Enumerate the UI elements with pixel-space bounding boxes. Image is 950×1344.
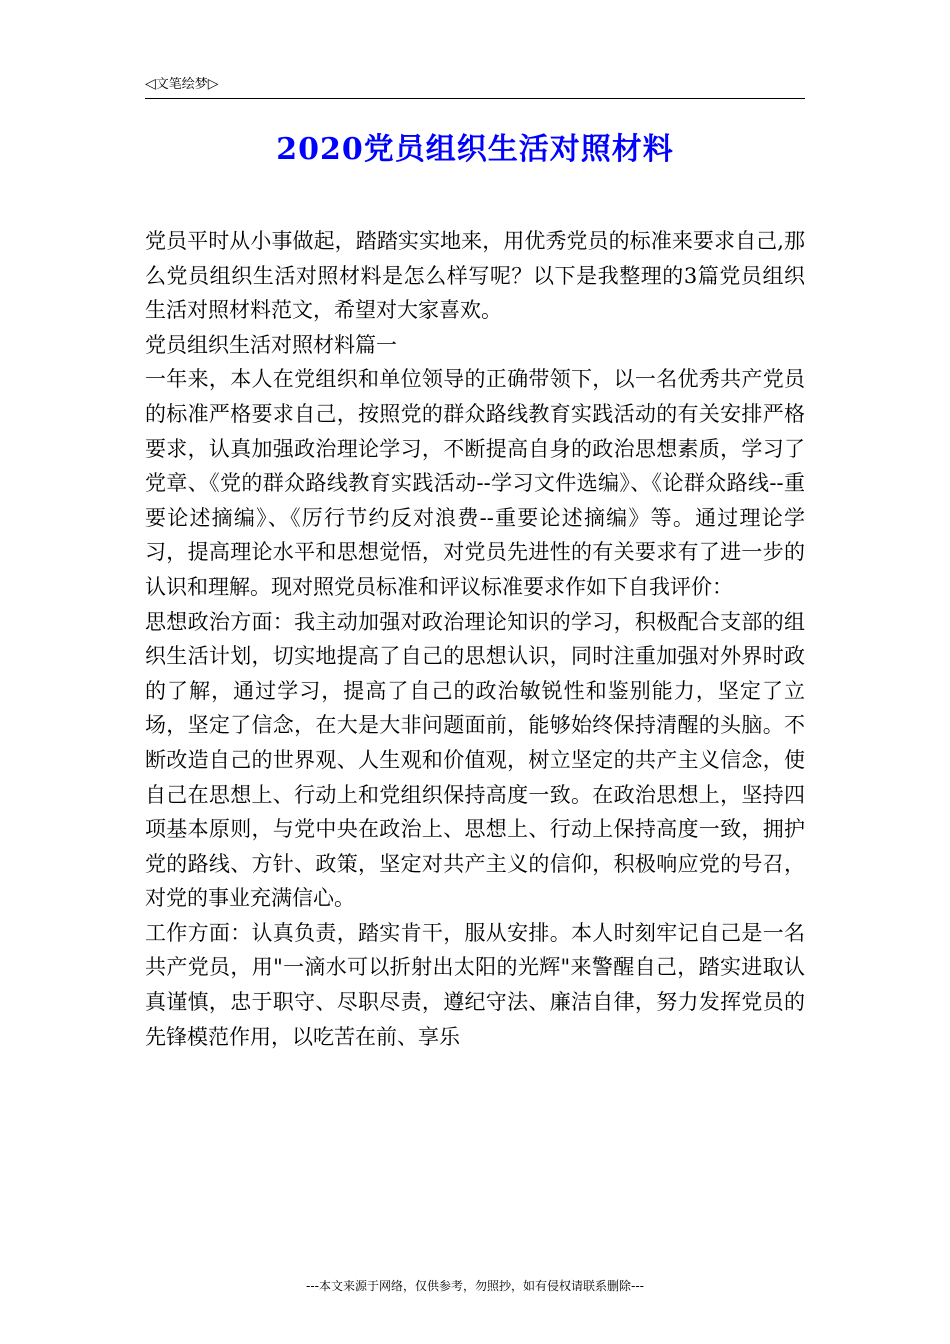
body-paragraph: 一年来，本人在党组织和单位领导的正确带领下，以一名优秀共产党员的标准严格要求自己，按照党的群众路线教育实践活动的有关安排严格要求，认真加强政治理论学习，不断提高自身的政治思想素质，学习了党章、《党的群众路线教育实践活动--学习文件选编》、《论群众路线--重要论述摘编》、《厉行节约反对浪费--重要论述摘编》等。通过理论学习，提高理论水平和思想觉悟，对党员先进性的有关要求有了进一步的认识和理解。现对照党员标准和评议标准要求作如下自我评价： (145, 367, 805, 599)
intro-paragraph: 党员平时从小事做起，踏踏实实地来，用优秀党员的标准来要求自己,那么党员组织生活对照材料是怎么样写呢？以下是我整理的3篇党员组织生活对照材料范文，希望对大家喜欢。 (145, 229, 805, 323)
body-paragraph: 思想政治方面：我主动加强对政治理论知识的学习，积极配合支部的组织生活计划，切实地提高了自己的思想认识，同时注重加强对外界时政的了解，通过学习，提高了自己的政治敏锐性和鉴别能力，坚定了立场，坚定了信念，在大是大非问题面前，能够始终保持清醒的头脑。不断改造自己的世界观、人生观和价值观，树立坚定的共产主义信念，使自己在思想上、行动上和党组织保持高度一致。在政治思想上，坚持四项基本原则，与党中央在政治上、思想上、行动上保持高度一致，拥护党的路线、方针、政策，坚定对共产主义的信仰，积极响应党的号召，对党的事业充满信心。 (145, 609, 805, 911)
document-title: 2020党员组织生活对照材料 (276, 132, 674, 167)
page-footer: ---本文来源于网络，仅供参考，勿照抄，如有侵权请联系删除--- (306, 1279, 644, 1293)
page-header (145, 74, 805, 99)
body-paragraph: 工作方面：认真负责，踏实肯干，服从安排。本人时刻牢记自己是一名共产党员，用"一滴水可以折射出太阳的光辉"来警醒自己，踏实进取认真谨慎，忠于职守、尽职尽责，遵纪守法、廉洁自律，努力发挥党员的先锋模范作用，以吃苦在前、享乐 (145, 920, 805, 1049)
right-triangle-icon: ▷ (207, 76, 219, 92)
header-text: 文笔绘梦 (155, 77, 208, 92)
document-body (145, 224, 805, 1054)
left-triangle-icon: ◁ (145, 76, 156, 92)
section-heading: 党员组织生活对照材料篇一 (145, 332, 397, 357)
